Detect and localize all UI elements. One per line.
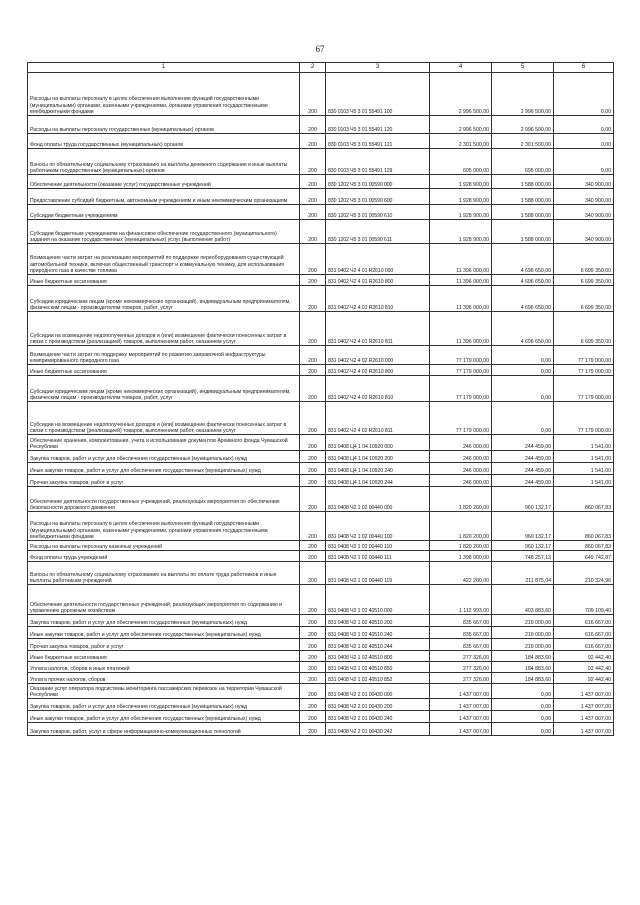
row-name: Расходы на выплаты персоналу казенных учреждений xyxy=(28,541,300,551)
row-name: Взносы по обязательному социальному страхованию на выплаты по оплате труда работников и иные выплаты работникам учреждений xyxy=(28,562,300,585)
row-classification: 831 0402 Ч2 4 01 R2610 810 xyxy=(326,286,430,312)
row-plan-amount: 277 326,00 xyxy=(430,651,492,662)
row-executed-amount: 1 588 000,00 xyxy=(492,189,554,205)
row-remainder-amount: 210 324,96 xyxy=(554,562,614,585)
table-row xyxy=(28,73,614,116)
row-plan-amount: 1 928 900,00 xyxy=(430,220,492,244)
table-row xyxy=(28,205,614,220)
row-code: 200 xyxy=(300,639,326,651)
row-code: 200 xyxy=(300,116,326,134)
row-classification: 831 0408 Ч2 2 01 00430 000 xyxy=(326,684,430,699)
row-name: Расходы на выплаты персоналу в целях обеспечения выполнения функций государственными (муниципальными) органами, казенными учреждениями, органами управления государственными внебюджетными фондами xyxy=(28,73,300,116)
row-plan-amount: 11 396 000,00 xyxy=(430,286,492,312)
row-executed-amount: 695 000,00 xyxy=(492,149,554,175)
row-name: Субсидии бюджетным учреждениям на финансовое обеспечение государственного (муниципального) задания на оказание государственных (муниципальных) услуг (выполнение работ) xyxy=(28,220,300,244)
row-code: 200 xyxy=(300,512,326,541)
column-number: 2 xyxy=(300,63,326,73)
row-name: Иные закупки товаров, работ и услуг для обеспечения государственных (муниципальных) нужд xyxy=(28,711,300,723)
row-name: Субсидии юридическим лицам (кроме некоммерческих организаций), индивидуальным предпринимателям, физическим лицам - производителям товаров, работ, услуг xyxy=(28,286,300,312)
row-classification: 830 1202 Ч5 3 01 00590 610 xyxy=(326,205,430,220)
row-name: Субсидии на возмещение недополученных доходов и (или) возмещение фактически понесенных затрат в связи с производством (реализацией) товаров, выполнением работ, оказанием услуг xyxy=(28,402,300,435)
row-plan-amount: 1 820 200,00 xyxy=(430,487,492,512)
row-remainder-amount: 616 667,00 xyxy=(554,627,614,639)
row-plan-amount: 77 179 000,00 xyxy=(430,376,492,402)
row-name: Расходы на выплаты персоналу в целях обеспечения выполнения функций государственными (муниципальными) органами, казенными учреждениями, органами управления государственными внебюджетными фондами xyxy=(28,512,300,541)
row-executed-amount: 1 588 000,00 xyxy=(492,205,554,220)
row-executed-amount: 0,00 xyxy=(492,723,554,736)
row-executed-amount: 403 883,60 xyxy=(492,585,554,615)
table-row xyxy=(28,435,614,451)
row-executed-amount: 4 696 650,00 xyxy=(492,312,554,346)
row-plan-amount: 246 000,00 xyxy=(430,435,492,451)
row-code: 200 xyxy=(300,551,326,562)
row-classification: 831 0408 Ч2 1 02 00440 111 xyxy=(326,551,430,562)
table-row xyxy=(28,220,614,244)
row-plan-amount: 2 996 500,00 xyxy=(430,73,492,116)
row-plan-amount: 835 667,00 xyxy=(430,639,492,651)
table-row xyxy=(28,346,614,365)
row-classification: 831 0408 Ч2 1 02 40510 852 xyxy=(326,673,430,684)
row-name: Уплата прочих налогов, сборов xyxy=(28,673,300,684)
row-code: 200 xyxy=(300,475,326,487)
column-number: 3 xyxy=(326,63,430,73)
table-row xyxy=(28,711,614,723)
table-row xyxy=(28,651,614,662)
row-remainder-amount: 340 900,00 xyxy=(554,189,614,205)
row-remainder-amount: 649 742,87 xyxy=(554,551,614,562)
row-code: 200 xyxy=(300,189,326,205)
row-code: 200 xyxy=(300,402,326,435)
table-row xyxy=(28,116,614,134)
table-row xyxy=(28,723,614,736)
row-classification: 831 0408 Ц4 1 04 10920 240 xyxy=(326,463,430,475)
row-name: Обеспечение деятельности государственных учреждений, реализующих мероприятия по обеспечению безопасности дорожного движения xyxy=(28,487,300,512)
row-code: 200 xyxy=(300,673,326,684)
row-remainder-amount: 0,00 xyxy=(554,149,614,175)
row-remainder-amount: 6 699 350,00 xyxy=(554,244,614,275)
row-remainder-amount: 1 437 007,00 xyxy=(554,723,614,736)
row-executed-amount: 0,00 xyxy=(492,711,554,723)
row-code: 200 xyxy=(300,723,326,736)
row-code: 200 xyxy=(300,175,326,189)
row-name: Иные бюджетные ассигнования xyxy=(28,365,300,376)
row-classification: 831 0408 Ч2 1 02 40510 244 xyxy=(326,639,430,651)
row-plan-amount: 11 396 000,00 xyxy=(430,275,492,286)
row-remainder-amount: 340 900,00 xyxy=(554,175,614,189)
table-row xyxy=(28,585,614,615)
row-classification: 831 0408 Ч2 1 02 00440 100 xyxy=(326,512,430,541)
row-remainder-amount: 340 900,00 xyxy=(554,205,614,220)
row-classification: 831 0408 Ц4 1 04 10920 000 xyxy=(326,435,430,451)
row-code: 200 xyxy=(300,275,326,286)
row-remainder-amount: 616 667,00 xyxy=(554,615,614,627)
row-executed-amount: 184 883,60 xyxy=(492,662,554,673)
row-plan-amount: 1 928 900,00 xyxy=(430,189,492,205)
row-name: Расходы на выплаты персоналу государственных (муниципальных) органов xyxy=(28,116,300,134)
row-plan-amount: 1 820 200,00 xyxy=(430,512,492,541)
row-code: 200 xyxy=(300,73,326,116)
row-classification: 830 1202 Ч5 3 01 00590 611 xyxy=(326,220,430,244)
row-plan-amount: 1 437 007,00 xyxy=(430,684,492,699)
row-classification: 831 0402 Ч2 4 01 R2610 811 xyxy=(326,312,430,346)
row-name: Обеспечение хранения, комплектования, учета и использования документов Архивного фонда Чувашской Республики xyxy=(28,435,300,451)
row-executed-amount: 219 000,00 xyxy=(492,639,554,651)
row-executed-amount: 219 000,00 xyxy=(492,615,554,627)
row-code: 200 xyxy=(300,134,326,149)
row-code: 200 xyxy=(300,541,326,551)
row-name: Предоставление субсидий бюджетным, автономным учреждениям и иным некоммерческим организациям xyxy=(28,189,300,205)
row-remainder-amount: 340 900,00 xyxy=(554,220,614,244)
row-plan-amount: 1 928 900,00 xyxy=(430,205,492,220)
row-remainder-amount: 0,00 xyxy=(554,134,614,149)
row-executed-amount: 244 459,00 xyxy=(492,463,554,475)
row-executed-amount: 748 257,13 xyxy=(492,551,554,562)
row-code: 200 xyxy=(300,562,326,585)
row-code: 200 xyxy=(300,286,326,312)
row-code: 200 xyxy=(300,627,326,639)
table-body xyxy=(28,73,614,736)
row-plan-amount: 835 667,00 xyxy=(430,627,492,639)
row-code: 200 xyxy=(300,376,326,402)
row-plan-amount: 77 179 000,00 xyxy=(430,346,492,365)
row-remainder-amount: 77 179 000,00 xyxy=(554,365,614,376)
row-code: 200 xyxy=(300,585,326,615)
table-row xyxy=(28,541,614,551)
row-executed-amount: 2 996 500,00 xyxy=(492,73,554,116)
row-executed-amount: 0,00 xyxy=(492,684,554,699)
row-code: 200 xyxy=(300,149,326,175)
row-remainder-amount: 0,00 xyxy=(554,116,614,134)
row-name: Субсидии бюджетным учреждениям xyxy=(28,205,300,220)
row-executed-amount: 2 301 500,00 xyxy=(492,134,554,149)
budget-execution-table xyxy=(27,62,614,736)
row-classification: 830 1202 Ч5 3 01 00590 000 xyxy=(326,175,430,189)
row-remainder-amount: 616 667,00 xyxy=(554,639,614,651)
row-classification: 831 0408 Ч2 2 01 00430 240 xyxy=(326,711,430,723)
row-classification: 831 0402 Ч2 4 01 R2610 800 xyxy=(326,275,430,286)
row-classification: 830 1202 Ч5 3 01 00590 600 xyxy=(326,189,430,205)
table-row xyxy=(28,684,614,699)
row-classification: 830 0103 Ч5 3 01 55491 121 xyxy=(326,134,430,149)
row-plan-amount: 1 820 200,00 xyxy=(430,541,492,551)
row-remainder-amount: 1 541,00 xyxy=(554,435,614,451)
row-plan-amount: 246 000,00 xyxy=(430,475,492,487)
row-name: Иные бюджетные ассигнования xyxy=(28,275,300,286)
table-row xyxy=(28,699,614,711)
row-classification: 831 0408 Ч2 2 01 00430 200 xyxy=(326,699,430,711)
row-name: Иные бюджетные ассигнования xyxy=(28,651,300,662)
row-classification: 830 0103 Ч5 3 01 55491 100 xyxy=(326,73,430,116)
row-executed-amount: 4 696 650,00 xyxy=(492,286,554,312)
column-number: 6 xyxy=(554,63,614,73)
row-plan-amount: 1 112 993,00 xyxy=(430,585,492,615)
table-row xyxy=(28,673,614,684)
row-remainder-amount: 6 699 350,00 xyxy=(554,275,614,286)
row-code: 200 xyxy=(300,365,326,376)
row-remainder-amount: 1 541,00 xyxy=(554,475,614,487)
table-row xyxy=(28,402,614,435)
row-name: Уплата налогов, сборов и иных платежей xyxy=(28,662,300,673)
row-name: Обеспечение деятельности (оказание услуг) государственных учреждений xyxy=(28,175,300,189)
row-executed-amount: 4 696 650,00 xyxy=(492,244,554,275)
row-remainder-amount: 92 442,40 xyxy=(554,673,614,684)
row-code: 200 xyxy=(300,463,326,475)
table-row xyxy=(28,134,614,149)
row-executed-amount: 960 132,17 xyxy=(492,541,554,551)
row-name: Обеспечение деятельности государственных учреждений, реализующих мероприятия по содержанию и управлению дорожным хозяйством xyxy=(28,585,300,615)
row-remainder-amount: 6 699 350,00 xyxy=(554,312,614,346)
row-remainder-amount: 709 109,40 xyxy=(554,585,614,615)
row-plan-amount: 277 326,00 xyxy=(430,673,492,684)
row-plan-amount: 77 179 000,00 xyxy=(430,402,492,435)
row-code: 200 xyxy=(300,684,326,699)
table-row xyxy=(28,312,614,346)
row-classification: 831 0408 Ч2 1 02 40510 240 xyxy=(326,627,430,639)
column-number-row xyxy=(28,63,614,73)
row-code: 200 xyxy=(300,699,326,711)
row-name: Закупка товаров, работ, услуг в сфере информационно-коммуникационных технологий xyxy=(28,723,300,736)
row-remainder-amount: 1 437 007,00 xyxy=(554,699,614,711)
row-classification: 830 0103 Ч5 3 01 55491 120 xyxy=(326,116,430,134)
row-name: Взносы по обязательному социальному страхованию на выплаты денежного содержания и иные выплаты работникам государственных (муниципальных) органов xyxy=(28,149,300,175)
row-executed-amount: 960 132,17 xyxy=(492,512,554,541)
row-remainder-amount: 860 067,83 xyxy=(554,541,614,551)
row-executed-amount: 0,00 xyxy=(492,376,554,402)
row-remainder-amount: 6 699 350,00 xyxy=(554,286,614,312)
row-remainder-amount: 1 541,00 xyxy=(554,451,614,463)
row-executed-amount: 960 132,17 xyxy=(492,487,554,512)
row-executed-amount: 244 459,00 xyxy=(492,451,554,463)
row-plan-amount: 835 667,00 xyxy=(430,615,492,627)
row-plan-amount: 277 326,00 xyxy=(430,662,492,673)
table-row xyxy=(28,615,614,627)
row-plan-amount: 2 301 500,00 xyxy=(430,134,492,149)
row-code: 200 xyxy=(300,662,326,673)
row-remainder-amount: 92 442,40 xyxy=(554,651,614,662)
row-executed-amount: 0,00 xyxy=(492,699,554,711)
row-classification: 831 0408 Ч2 1 02 40510 000 xyxy=(326,585,430,615)
row-remainder-amount: 77 179 000,00 xyxy=(554,346,614,365)
row-code: 200 xyxy=(300,205,326,220)
row-name: Фонд оплаты труда учреждений xyxy=(28,551,300,562)
column-number: 1 xyxy=(28,63,300,73)
row-plan-amount: 246 000,00 xyxy=(430,451,492,463)
row-classification: 831 0402 Ч2 4 02 R2610 000 xyxy=(326,346,430,365)
row-plan-amount: 77 179 000,00 xyxy=(430,365,492,376)
column-number: 4 xyxy=(430,63,492,73)
table-row xyxy=(28,189,614,205)
row-classification: 831 0402 Ч2 4 02 R2610 811 xyxy=(326,402,430,435)
column-number: 5 xyxy=(492,63,554,73)
table-row xyxy=(28,451,614,463)
row-remainder-amount: 77 179 000,00 xyxy=(554,376,614,402)
row-executed-amount: 0,00 xyxy=(492,365,554,376)
row-executed-amount: 184 883,60 xyxy=(492,673,554,684)
row-classification: 831 0408 Ц4 1 04 10920 200 xyxy=(326,451,430,463)
table-row xyxy=(28,662,614,673)
row-remainder-amount: 860 067,83 xyxy=(554,512,614,541)
row-classification: 831 0408 Ч2 1 02 00440 119 xyxy=(326,562,430,585)
row-remainder-amount: 77 179 000,00 xyxy=(554,402,614,435)
row-plan-amount: 2 996 500,00 xyxy=(430,116,492,134)
table-row xyxy=(28,639,614,651)
row-code: 200 xyxy=(300,651,326,662)
row-name: Иные закупки товаров, работ и услуг для обеспечения государственных (муниципальных) нужд xyxy=(28,463,300,475)
table-row xyxy=(28,376,614,402)
row-classification: 831 0402 Ч2 4 01 R2610 000 xyxy=(326,244,430,275)
table-row xyxy=(28,244,614,275)
page-number: 67 xyxy=(315,44,325,54)
row-classification: 831 0408 Ч2 1 02 00440 000 xyxy=(326,487,430,512)
table-row xyxy=(28,275,614,286)
row-code: 200 xyxy=(300,346,326,365)
row-executed-amount: 219 000,00 xyxy=(492,627,554,639)
row-plan-amount: 695 000,00 xyxy=(430,149,492,175)
row-name: Возмещение части затрат на реализацию мероприятий по поддержке переоборудования существующей автомобильной техники, включая общественный транспорт и коммунальную технику, для использования природного газа в качестве топлива xyxy=(28,244,300,275)
table-row xyxy=(28,487,614,512)
row-plan-amount: 11 396 000,00 xyxy=(430,244,492,275)
row-classification: 831 0408 Ч2 1 02 00440 110 xyxy=(326,541,430,551)
row-name: Иные закупки товаров, работ и услуг для обеспечения государственных (муниципальных) нужд xyxy=(28,627,300,639)
row-classification: 831 0402 Ч2 4 02 R2610 810 xyxy=(326,376,430,402)
row-plan-amount: 246 000,00 xyxy=(430,463,492,475)
row-name: Закупка товаров, работ и услуг для обеспечения государственных (муниципальных) нужд xyxy=(28,615,300,627)
row-classification: 831 0408 Ч2 1 02 40510 800 xyxy=(326,651,430,662)
row-code: 200 xyxy=(300,312,326,346)
row-executed-amount: 1 588 000,00 xyxy=(492,220,554,244)
row-classification: 831 0408 Ц4 1 04 10920 244 xyxy=(326,475,430,487)
table-row xyxy=(28,149,614,175)
table-row xyxy=(28,627,614,639)
row-code: 200 xyxy=(300,244,326,275)
row-executed-amount: 211 875,04 xyxy=(492,562,554,585)
row-remainder-amount: 1 437 007,00 xyxy=(554,711,614,723)
row-plan-amount: 1 437 007,00 xyxy=(430,699,492,711)
row-plan-amount: 11 396 000,00 xyxy=(430,312,492,346)
row-plan-amount: 1 437 007,00 xyxy=(430,723,492,736)
row-classification: 831 0408 Ч2 2 01 00430 242 xyxy=(326,723,430,736)
row-classification: 831 0408 Ч2 1 02 40510 850 xyxy=(326,662,430,673)
row-name: Фонд оплаты труда государственных (муниципальных) органов xyxy=(28,134,300,149)
row-executed-amount: 0,00 xyxy=(492,346,554,365)
row-code: 200 xyxy=(300,711,326,723)
row-classification: 831 0402 Ч2 4 02 R2610 800 xyxy=(326,365,430,376)
row-executed-amount: 244 459,00 xyxy=(492,435,554,451)
row-name: Оказание услуг оператора подсистемы мониторинга пассажирских перевозок на территории Чувашской Республики xyxy=(28,684,300,699)
row-executed-amount: 1 588 000,00 xyxy=(492,175,554,189)
table-row xyxy=(28,475,614,487)
row-plan-amount: 422 200,00 xyxy=(430,562,492,585)
row-plan-amount: 1 928 900,00 xyxy=(430,175,492,189)
row-code: 200 xyxy=(300,220,326,244)
row-remainder-amount: 1 437 007,00 xyxy=(554,684,614,699)
table-row xyxy=(28,286,614,312)
table-row xyxy=(28,562,614,585)
row-code: 200 xyxy=(300,435,326,451)
row-executed-amount: 0,00 xyxy=(492,402,554,435)
row-executed-amount: 244 459,00 xyxy=(492,475,554,487)
row-name: Закупка товаров, работ и услуг для обеспечения государственных (муниципальных) нужд xyxy=(28,699,300,711)
row-executed-amount: 184 883,60 xyxy=(492,651,554,662)
table-row xyxy=(28,365,614,376)
row-executed-amount: 2 996 500,00 xyxy=(492,116,554,134)
row-name: Субсидии юридическим лицам (кроме некоммерческих организаций), индивидуальным предпринимателям, физическим лицам - производителям товаров, работ, услуг xyxy=(28,376,300,402)
row-classification: 830 0103 Ч5 3 01 55491 129 xyxy=(326,149,430,175)
row-executed-amount: 4 696 650,00 xyxy=(492,275,554,286)
row-code: 200 xyxy=(300,487,326,512)
row-code: 200 xyxy=(300,615,326,627)
row-name: Возмещение части затрат по поддержку мероприятий по развитию заправочной инфраструктуры компримированного природного газа xyxy=(28,346,300,365)
row-name: Прочая закупка товаров, работ и услуг xyxy=(28,475,300,487)
table-row xyxy=(28,463,614,475)
row-remainder-amount: 1 541,00 xyxy=(554,463,614,475)
row-classification: 831 0408 Ч2 1 02 40510 200 xyxy=(326,615,430,627)
table-row xyxy=(28,551,614,562)
row-remainder-amount: 0,00 xyxy=(554,73,614,116)
row-name: Закупка товаров, работ и услуг для обеспечения государственных (муниципальных) нужд xyxy=(28,451,300,463)
row-plan-amount: 1 398 000,00 xyxy=(430,551,492,562)
row-name: Субсидии на возмещение недополученных доходов и (или) возмещение фактически понесенных затрат в связи с производством (реализацией) товаров, выполнением работ, оказанием услуг xyxy=(28,312,300,346)
row-remainder-amount: 92 442,40 xyxy=(554,662,614,673)
row-plan-amount: 1 437 007,00 xyxy=(430,711,492,723)
row-code: 200 xyxy=(300,451,326,463)
row-remainder-amount: 860 067,83 xyxy=(554,487,614,512)
table-row xyxy=(28,175,614,189)
table-row xyxy=(28,512,614,541)
row-name: Прочая закупка товаров, работ и услуг xyxy=(28,639,300,651)
